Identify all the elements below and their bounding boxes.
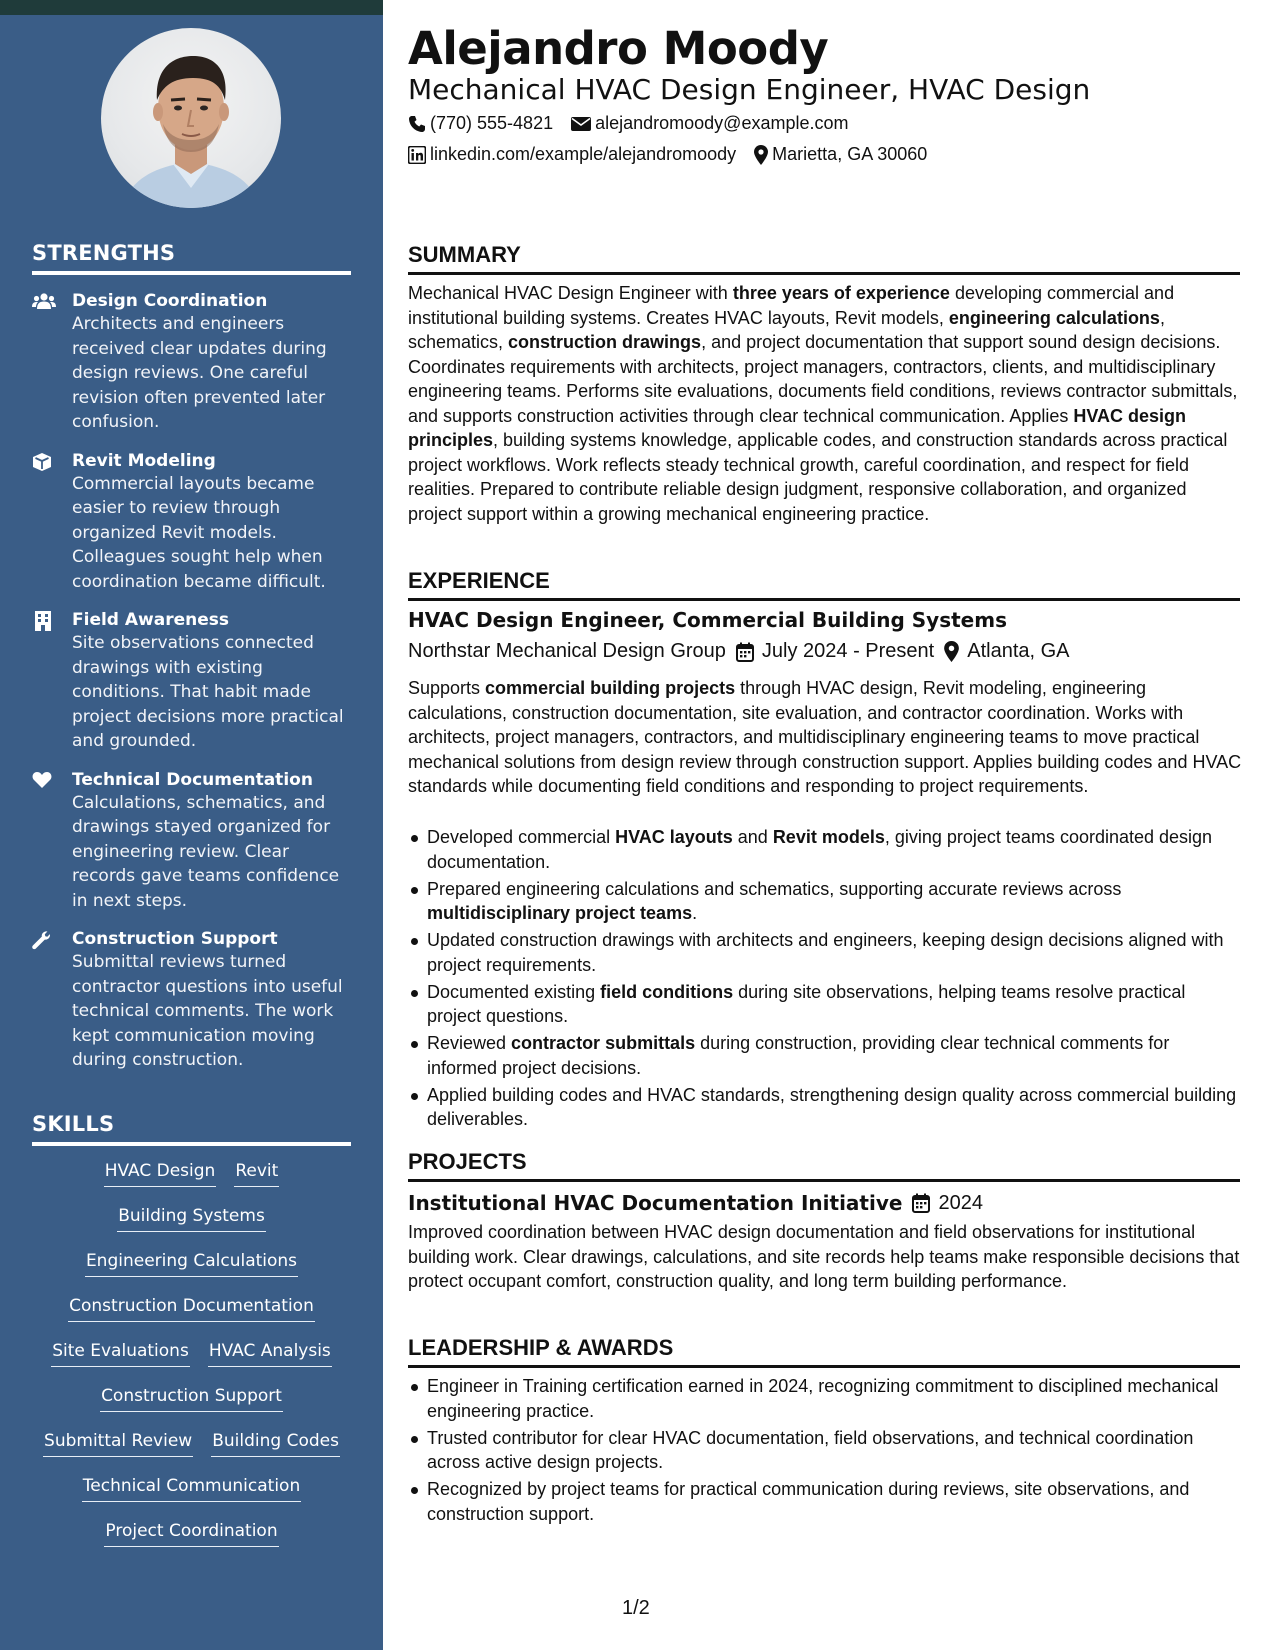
skill-tag: Submittal Review — [43, 1429, 193, 1457]
emphasis-text: commercial building projects — [485, 678, 736, 698]
location-text: Marietta, GA 30060 — [772, 144, 928, 164]
role-location: Atlanta, GA — [967, 640, 1070, 662]
project-title: Institutional HVAC Documentation Initiative — [408, 1191, 903, 1215]
text-segment: through HVAC design, Revit modeling, engineering calculations, construction documentation, site evaluation, and contractor coordination. Works with architects, project managers, contractors, and multidisciplinary engineering teams to move practical mechanical solutions from design review through construction support. Applies building codes and HVAC standards while documenting field conditions and responding to project requirements. — [408, 678, 1242, 796]
calendar-icon — [736, 642, 754, 662]
envelope-icon — [571, 116, 591, 132]
experience-bullet — [408, 980, 1243, 1029]
strengths-heading: STRENGTHS — [32, 241, 351, 275]
map-pin-icon — [754, 145, 768, 165]
project-header — [408, 1191, 993, 1215]
project-description: Improved coordination between HVAC design documentation and field observations for institutional building work. Clear drawings, calculations, and site records help teams make responsible decisions that protect occupant comfort, construction quality, and long term building performance. — [408, 1222, 1240, 1291]
experience-heading: EXPERIENCE — [408, 568, 1240, 601]
skill-tag: Engineering Calculations — [85, 1249, 298, 1277]
text-segment: and — [732, 827, 773, 847]
skill-row — [32, 1294, 351, 1339]
strength-title: Construction Support — [72, 929, 278, 949]
text-segment: during construction, providing clear technical comments for informed project decisions. — [427, 1033, 1170, 1078]
leadership-bullets — [408, 1374, 1243, 1529]
contact-row-2 — [408, 144, 945, 165]
strength-item — [32, 769, 352, 914]
location-contact — [754, 144, 927, 165]
skills-heading: SKILLS — [32, 1112, 351, 1146]
emphasis-text: field conditions — [600, 981, 734, 1002]
cube-icon — [32, 450, 72, 595]
emphasis-text: three years of experience — [732, 283, 950, 303]
text-segment: developing commercial and institutional building systems. Creates HVAC layouts, Revit models, — [408, 283, 1175, 328]
emphasis-text: engineering calculations — [948, 307, 1160, 328]
emphasis-text: contractor submittals — [511, 1033, 696, 1053]
experience-bullets — [408, 825, 1243, 1134]
linkedin-icon — [408, 146, 426, 164]
skill-row — [32, 1204, 351, 1249]
strength-description: Calculations, schematics, and drawings stayed organized for engineering review. Clear records gave teams confidence in next steps. — [72, 792, 340, 911]
skill-row — [32, 1519, 351, 1564]
award-bullet: Trusted contributor for clear HVAC documentation, field observations, and technical coordination across active design projects. — [408, 1426, 1243, 1475]
text-segment: Documented existing — [427, 981, 601, 1002]
text-segment: , building systems knowledge, applicable codes, and construction standards across practical project workflows. Work reflects steady technical growth, careful coordination, and respect for field realities. Prepared to contribute reliable design judgment, responsive collaboration, and organized project support within a growing mechanical engineering practice. — [408, 430, 1228, 524]
phone-contact — [408, 113, 553, 134]
experience-bullet — [408, 1031, 1243, 1080]
emphasis-text: HVAC design principles — [408, 405, 1187, 450]
users-icon — [32, 290, 72, 435]
wrench-icon — [32, 928, 72, 1073]
emphasis-text: Revit models — [772, 827, 885, 847]
text-segment: Developed commercial — [427, 827, 616, 847]
skill-row — [32, 1474, 351, 1519]
text-segment: Updated construction drawings with architects and engineers, keeping design decisions aligned with project requirements. — [427, 930, 1224, 975]
strength-item — [32, 928, 352, 1073]
strength-item — [32, 450, 352, 595]
role-dates: July 2024 - Present — [761, 640, 935, 662]
linkedin-contact — [408, 144, 736, 165]
skill-tag: HVAC Analysis — [208, 1339, 332, 1367]
emphasis-text: multidisciplinary project teams — [427, 903, 693, 923]
strength-description: Architects and engineers received clear updates during design reviews. One careful revision often prevented later confusion. — [72, 314, 327, 432]
skill-tag: Construction Support — [100, 1384, 283, 1412]
strength-description: Site observations connected drawings with existing conditions. That habit made project decisions more practical and grounded. — [72, 633, 344, 751]
strength-title: Technical Documentation — [72, 769, 313, 790]
role-title: HVAC Design Engineer, Commercial Building Systems — [408, 608, 1007, 632]
skill-row — [32, 1384, 351, 1429]
skill-row — [32, 1249, 351, 1294]
avatar — [101, 28, 281, 208]
emphasis-text: construction drawings — [508, 332, 702, 352]
text-segment: , and project documentation that support sound design decisions. Coordinates requirements with architects, project managers, contractors, clients, and multidisciplinary engineering teams. Performs site evaluations, documents field conditions, reviews contractor submittals, and supports construction activities through clear technical communication. Applies — [408, 332, 1238, 426]
skills-list — [32, 1159, 351, 1564]
candidate-title: Mechanical HVAC Design Engineer, HVAC Design — [408, 73, 1091, 106]
summary-text — [408, 281, 1243, 526]
text-segment: Prepared engineering calculations and schematics, supporting accurate reviews across — [427, 878, 1122, 899]
experience-bullet — [408, 1083, 1243, 1132]
role-description — [408, 676, 1243, 799]
skill-row — [32, 1339, 351, 1384]
skill-tag: Construction Documentation — [68, 1294, 315, 1322]
strength-description: Submittal reviews turned contractor questions into useful technical comments. The work kept communication moving during construction. — [72, 952, 343, 1070]
emphasis-text: HVAC layouts — [615, 827, 733, 847]
text-segment: . — [692, 903, 698, 923]
projects-heading: PROJECTS — [408, 1149, 1240, 1182]
strengths-list — [32, 290, 352, 1088]
strength-title: Field Awareness — [72, 610, 230, 630]
heart-icon — [32, 769, 72, 914]
award-bullet: Recognized by project teams for practical communication during reviews, site observations, and construction support. — [408, 1477, 1243, 1526]
text-segment: Reviewed — [427, 1033, 512, 1053]
text-segment: Supports — [408, 678, 486, 698]
map-pin-icon — [944, 641, 959, 662]
linkedin-link[interactable]: linkedin.com/example/alejandromoody — [430, 144, 737, 164]
experience-bullet — [408, 928, 1243, 977]
strength-title: Design Coordination — [72, 291, 268, 311]
skill-tag: Revit — [234, 1159, 279, 1187]
text-segment: , giving project teams coordinated design documentation. — [427, 827, 1213, 872]
phone-number: (770) 555-4821 — [430, 113, 554, 133]
skill-row — [32, 1159, 351, 1204]
strength-description: Commercial layouts became easier to review through organized Revit models. Colleagues sought help when coordination became difficult. — [72, 473, 326, 592]
email-link[interactable]: alejandromoody@example.com — [595, 113, 849, 133]
skill-tag: Site Evaluations — [51, 1339, 190, 1367]
skill-tag: Technical Communication — [82, 1474, 301, 1502]
skill-row — [32, 1429, 351, 1474]
building-icon — [32, 609, 72, 754]
text-segment: Applied building codes and HVAC standards, strengthening design quality across commercial building deliverables. — [427, 1084, 1237, 1129]
leadership-heading: LEADERSHIP & AWARDS — [408, 1335, 1240, 1368]
page-number: 1/2 — [622, 1597, 650, 1619]
skill-tag: Building Systems — [117, 1204, 266, 1232]
role-meta — [408, 640, 1080, 663]
company-name: Northstar Mechanical Design Group — [408, 640, 726, 662]
calendar-icon — [912, 1193, 930, 1213]
email-contact — [571, 113, 848, 134]
skill-tag: Project Coordination — [104, 1519, 278, 1547]
skill-tag: Building Codes — [211, 1429, 340, 1457]
text-segment: during site observations, helping teams resolve practical project questions. — [427, 981, 1186, 1026]
text-segment: Mechanical HVAC Design Engineer with — [408, 283, 733, 303]
summary-heading: SUMMARY — [408, 242, 1240, 275]
experience-bullet — [408, 877, 1243, 926]
strength-item — [32, 290, 352, 435]
text-segment: , schematics, — [408, 307, 1165, 352]
award-bullet: Engineer in Training certification earned in 2024, recognizing commitment to disciplined mechanical engineering practice. — [408, 1374, 1243, 1423]
project-year: 2024 — [938, 1191, 983, 1214]
sidebar-top-band — [0, 0, 383, 15]
strength-title: Revit Modeling — [72, 450, 216, 471]
contact-row-1 — [408, 113, 867, 134]
skill-tag: HVAC Design — [104, 1159, 217, 1187]
sidebar — [0, 0, 383, 1650]
candidate-name: Alejandro Moody — [408, 22, 829, 75]
strength-item — [32, 609, 352, 754]
experience-bullet — [408, 825, 1243, 874]
phone-icon — [408, 115, 426, 133]
